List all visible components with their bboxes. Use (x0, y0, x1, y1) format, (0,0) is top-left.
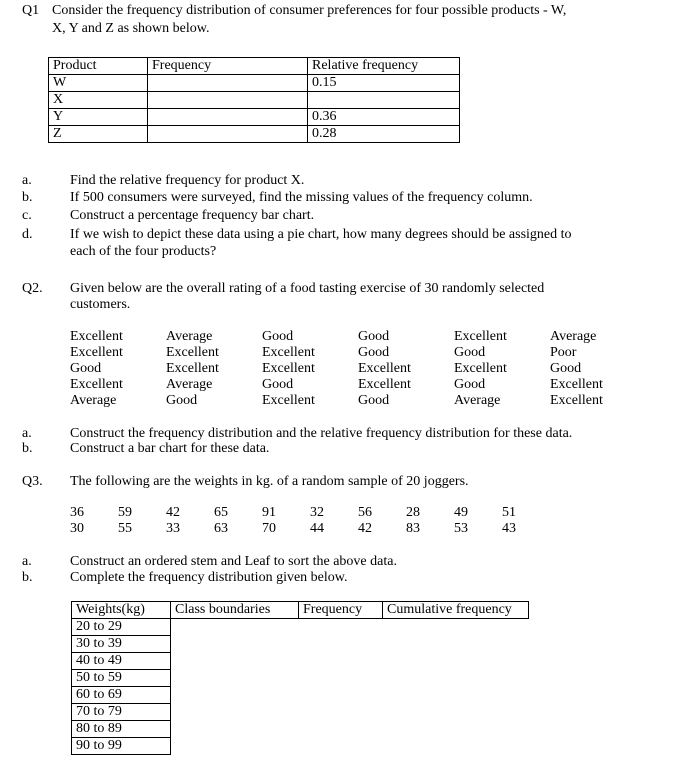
rating-cell: Excellent (454, 361, 507, 376)
table-header-row (49, 58, 460, 75)
q3-frequency-table (71, 601, 529, 755)
empty-cell (171, 687, 299, 704)
header-relative-frequency: Relative frequency (308, 58, 460, 75)
header-weights: Weights(kg) (72, 602, 171, 619)
q1-part-letter: a. (22, 173, 32, 188)
rating-cell: Good (262, 377, 294, 392)
header-frequency: Frequency (148, 58, 308, 75)
table-row (49, 92, 460, 109)
relative-frequency-cell: 0.28 (308, 126, 460, 143)
rating-cell: Excellent (262, 361, 315, 376)
empty-cell (299, 636, 383, 653)
empty-cell (171, 619, 299, 636)
class-cell: 40 to 49 (72, 653, 171, 670)
weight-value: 33 (166, 521, 180, 536)
q1-text-line2: X, Y and Z as shown below. (52, 21, 210, 36)
q1-part-text-continued: each of the four products? (70, 244, 217, 259)
weight-value: 36 (70, 505, 84, 520)
empty-cell (171, 738, 299, 755)
weight-value: 51 (502, 505, 516, 520)
rating-cell: Good (358, 329, 390, 344)
rating-cell: Average (166, 377, 213, 392)
relative-frequency-cell: 0.36 (308, 109, 460, 126)
q1-number: Q1 (22, 3, 40, 18)
rating-cell: Good (358, 345, 390, 360)
rating-cell: Excellent (262, 345, 315, 360)
class-cell: 30 to 39 (72, 636, 171, 653)
rating-cell: Good (358, 393, 390, 408)
q1-table (48, 57, 460, 143)
weight-value: 42 (166, 505, 180, 520)
rating-cell: Average (454, 393, 501, 408)
product-cell: Y (49, 109, 148, 126)
q1-part-letter: d. (22, 227, 33, 242)
rating-cell: Good (454, 377, 486, 392)
q1-text-line1: Consider the frequency distribution of consumer preferences for four possible products - W, (52, 3, 567, 18)
weight-value: 42 (358, 521, 372, 536)
weight-value: 44 (310, 521, 324, 536)
empty-cell (299, 687, 383, 704)
empty-cell (383, 738, 529, 755)
frequency-cell (148, 92, 308, 109)
empty-cell (171, 653, 299, 670)
rating-cell: Good (550, 361, 582, 376)
empty-cell (299, 653, 383, 670)
class-cell: 60 to 69 (72, 687, 171, 704)
rating-cell: Average (166, 329, 213, 344)
q3-part-text: Complete the frequency distribution given below. (70, 570, 348, 585)
empty-cell (383, 619, 529, 636)
relative-frequency-cell (308, 92, 460, 109)
rating-cell: Average (550, 329, 597, 344)
table-row (49, 75, 460, 92)
table-row (49, 126, 460, 143)
empty-cell (299, 619, 383, 636)
rating-cell: Excellent (166, 361, 219, 376)
rating-cell: Good (262, 329, 294, 344)
rating-cell: Excellent (70, 377, 123, 392)
q1-part-text: If 500 consumers were surveyed, find the missing values of the frequency column. (70, 190, 533, 205)
empty-cell (383, 670, 529, 687)
table-row (72, 653, 529, 670)
weight-value: 53 (454, 521, 468, 536)
empty-cell (383, 653, 529, 670)
header-cumulative-frequency: Cumulative frequency (383, 602, 529, 619)
table-row (49, 109, 460, 126)
weight-value: 65 (214, 505, 228, 520)
table-row (72, 721, 529, 738)
table-header-row (72, 602, 529, 619)
rating-cell: Excellent (262, 393, 315, 408)
table-row (72, 687, 529, 704)
rating-cell: Excellent (70, 329, 123, 344)
q2-part-text: Construct the frequency distribution and the relative frequency distribution for these data. (70, 426, 573, 441)
q2-part-letter: a. (22, 426, 32, 441)
weight-value: 32 (310, 505, 324, 520)
table-row (72, 636, 529, 653)
rating-cell: Excellent (166, 345, 219, 360)
class-cell: 50 to 59 (72, 670, 171, 687)
empty-cell (171, 721, 299, 738)
weight-value: 43 (502, 521, 516, 536)
q2-part-letter: b. (22, 441, 33, 456)
rating-cell: Excellent (550, 393, 603, 408)
rating-cell: Excellent (550, 377, 603, 392)
q1-part-text: Construct a percentage frequency bar chart. (70, 208, 315, 223)
empty-cell (299, 704, 383, 721)
q2-text-line2: customers. (70, 297, 131, 312)
header-frequency: Frequency (299, 602, 383, 619)
rating-cell: Excellent (70, 345, 123, 360)
table-row (72, 738, 529, 755)
header-product: Product (49, 58, 148, 75)
empty-cell (299, 670, 383, 687)
rating-cell: Good (166, 393, 198, 408)
empty-cell (299, 721, 383, 738)
weight-value: 49 (454, 505, 468, 520)
class-cell: 80 to 89 (72, 721, 171, 738)
frequency-cell (148, 126, 308, 143)
weight-value: 28 (406, 505, 420, 520)
q3-part-text: Construct an ordered stem and Leaf to sort the above data. (70, 554, 397, 569)
weight-value: 63 (214, 521, 228, 536)
rating-cell: Good (70, 361, 102, 376)
q2-text-line1: Given below are the overall rating of a food tasting exercise of 30 randomly selected (70, 281, 545, 296)
q2-number: Q2. (22, 281, 43, 296)
rating-cell: Excellent (358, 377, 411, 392)
empty-cell (383, 687, 529, 704)
weight-value: 70 (262, 521, 276, 536)
empty-cell (383, 636, 529, 653)
q1-part-letter: b. (22, 190, 33, 205)
q3-text: The following are the weights in kg. of a random sample of 20 joggers. (70, 474, 469, 489)
q1-part-text: If we wish to depict these data using a pie chart, how many degrees should be assigned to (70, 227, 572, 242)
q2-part-text: Construct a bar chart for these data. (70, 441, 270, 456)
product-cell: Z (49, 126, 148, 143)
empty-cell (171, 704, 299, 721)
q1-part-text: Find the relative frequency for product X. (70, 173, 305, 188)
class-cell: 20 to 29 (72, 619, 171, 636)
q3-part-letter: a. (22, 554, 32, 569)
empty-cell (383, 721, 529, 738)
weight-value: 59 (118, 505, 132, 520)
frequency-cell (148, 109, 308, 126)
weight-value: 55 (118, 521, 132, 536)
q3-part-letter: b. (22, 570, 33, 585)
product-cell: X (49, 92, 148, 109)
relative-frequency-cell: 0.15 (308, 75, 460, 92)
empty-cell (383, 704, 529, 721)
weight-value: 30 (70, 521, 84, 536)
rating-cell: Poor (550, 345, 577, 360)
q1-part-letter: c. (22, 208, 32, 223)
rating-cell: Good (454, 345, 486, 360)
class-cell: 70 to 79 (72, 704, 171, 721)
rating-cell: Average (70, 393, 117, 408)
empty-cell (299, 738, 383, 755)
empty-cell (171, 670, 299, 687)
empty-cell (171, 636, 299, 653)
header-class-boundaries: Class boundaries (171, 602, 299, 619)
product-cell: W (49, 75, 148, 92)
weight-value: 56 (358, 505, 372, 520)
table-row (72, 704, 529, 721)
rating-cell: Excellent (454, 329, 507, 344)
weight-value: 91 (262, 505, 276, 520)
table-row (72, 670, 529, 687)
frequency-cell (148, 75, 308, 92)
class-cell: 90 to 99 (72, 738, 171, 755)
rating-cell: Excellent (358, 361, 411, 376)
weight-value: 83 (406, 521, 420, 536)
table-row (72, 619, 529, 636)
q3-number: Q3. (22, 474, 43, 489)
